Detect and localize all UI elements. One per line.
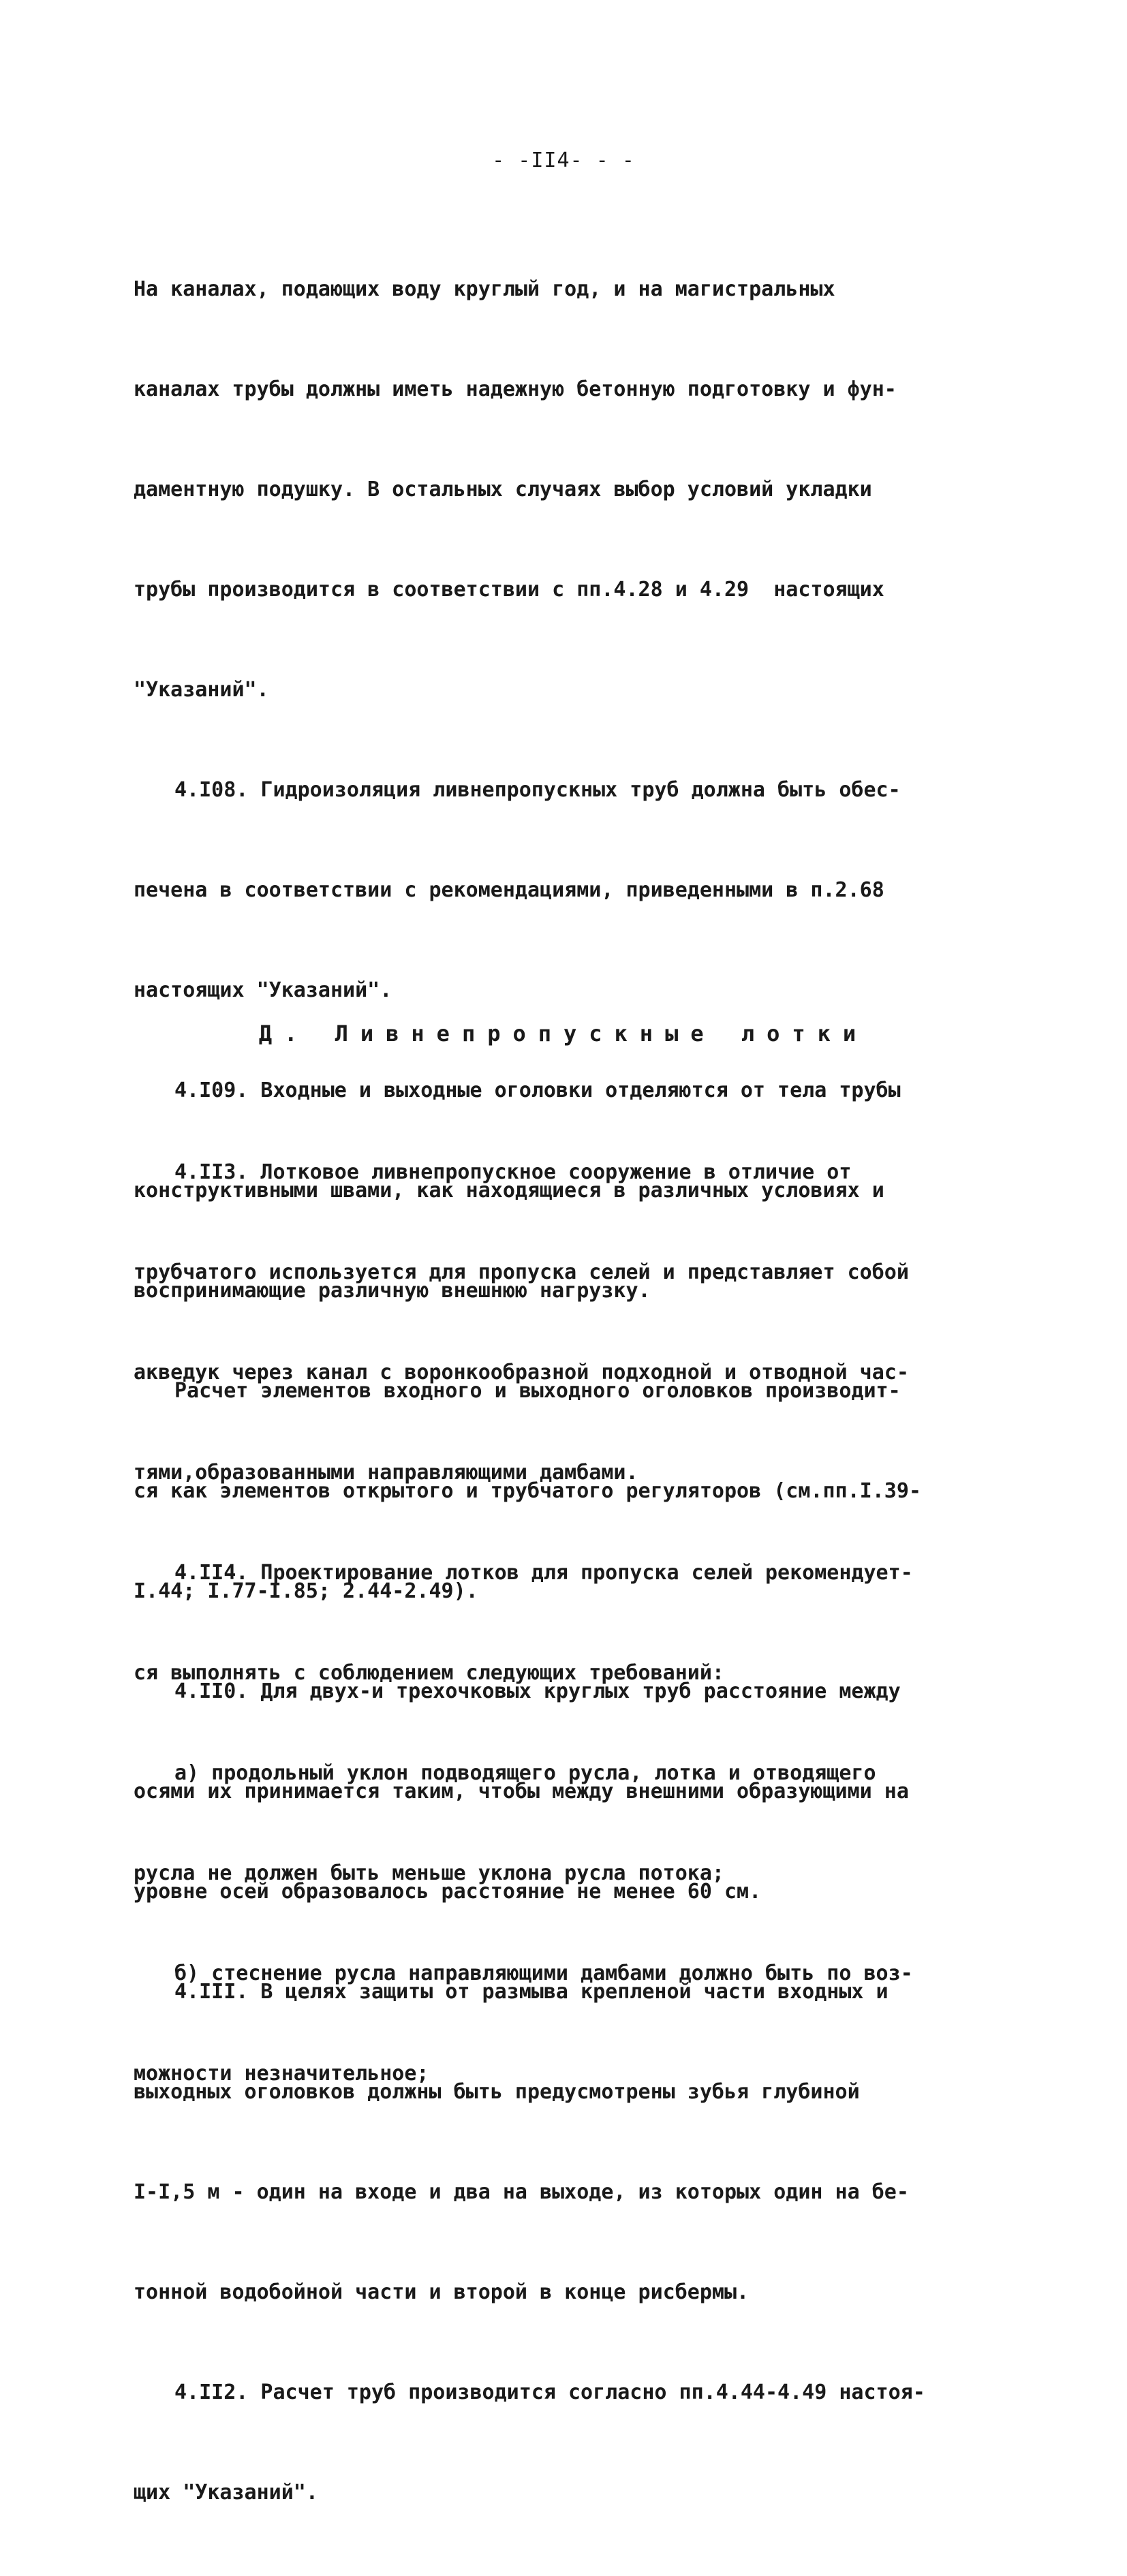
text-line: 4.II0. Для двух-и трехочковых круглых труб расстояние между [174,1679,901,1703]
text-line: 4.II3. Лотковое ливнепропускное сооружение в отличие от [174,1160,852,1184]
text-line: выходных оголовков должны быть предусмотрены зубья глубиной [134,2080,860,2104]
text-line: можности незначительное; [134,2062,429,2085]
text-line: русла не должен быть меньше уклона русла потока; [134,1861,724,1885]
text-line: щих "Указаний". [134,2481,318,2504]
text-line: даментную подушку. В остальных случаях выбор условий укладки [134,478,872,501]
text-line: трубы производится в соответствии с пп.4.28 и 4.29 настоящих [134,578,884,602]
paragraphs-bottom [134,1089,992,2157]
text-line: 4.II2. Расчет труб производится согласно пп.4.44-4.49 настоя- [174,2380,925,2404]
text-line: Расчет элементов входного и выходного оголовков производит- [174,1379,901,1403]
text-line: настоящих "Указаний". [134,978,392,1002]
text-line: 4.I08. Гидроизоляция ливнепропускных труб должна быть обес- [174,778,901,802]
text-line: воспринимающие различную внешнюю нагрузку. [134,1279,651,1303]
text-line: б) стеснение русла направляющими дамбами должно быть по воз- [174,1961,913,1985]
text-line: акведук через канал с воронкообразной подходной и отводной час- [134,1361,909,1384]
page-number: - -II4- - - [492,149,635,172]
text-line: каналах трубы должны иметь надежную бетонную подготовку и фун- [134,377,897,401]
text-line: На каналах, подающих воду круглый год, и на магистральных [134,277,835,301]
text-line: осями их принимается таким, чтобы между внешними образующими на [134,1780,909,1803]
text-line: ся выполнять с соблюдением следующих требований: [134,1661,724,1685]
section-heading: Д. Ливнепропускные лотки [258,1021,869,1046]
text-line: ся как элементов открытого и трубчатого регуляторов (см.пп.I.39- [134,1479,921,1503]
text-line: 4.I09. Входные и выходные оголовки отделяются от тела трубы [174,1078,901,1102]
text-line: тонной водобойной части и второй в конце рисбермы. [134,2280,750,2304]
text-line: I.44; I.77-I.85; 2.44-2.49). [134,1579,478,1603]
text-line: 4.II4. Проектирование лотков для пропуска селей рекомендует- [174,1561,913,1585]
text-line: тями,образованными направляющими дамбами. [134,1461,638,1485]
text-line: I-I,5 м - один на входе и два на выходе, из которых один на бе- [134,2180,909,2204]
text-line: конструктивными швами, как находящиеся в различных условиях и [134,1179,884,1202]
text-line: трубчатого используется для пропуска селей и представляет собой [134,1260,909,1284]
text-line: а) продольный уклон подводящего русла, лотка и отводящего [174,1761,876,1785]
text-line: 4.III. В целях защиты от размыва крепленой части входных и [174,1980,889,2004]
text-line: уровне осей образовалось расстояние не менее 60 см. [134,1880,762,1904]
text-line: "Указаний". [134,678,269,702]
text-line: печена в соответствии с рекомендациями, приведенными в п.2.68 [134,878,884,902]
